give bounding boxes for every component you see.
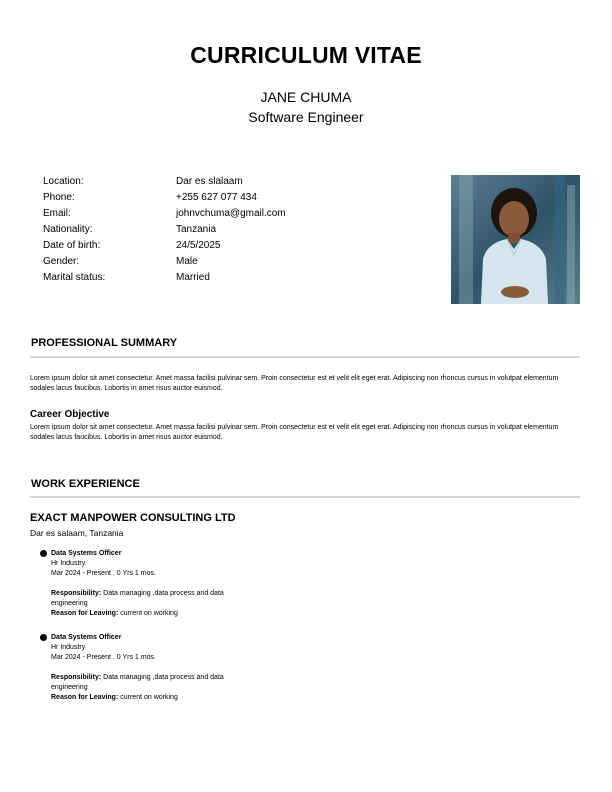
responsibility-text: Data managing ,data process and data engineering (51, 674, 224, 691)
info-label: Marital status: (43, 272, 106, 283)
responsibility-text: Data managing ,data process and data engineering (51, 590, 224, 607)
info-row-marital-status (43, 270, 286, 286)
info-value: Male (176, 256, 198, 267)
career-objective-heading: Career Objective (30, 409, 110, 420)
job-responsibility (51, 673, 250, 693)
info-row-gender (43, 254, 286, 270)
bullet-icon (40, 634, 47, 641)
info-value: Dar es slalaam (176, 176, 243, 187)
responsibility-label: Responsibility: (51, 674, 102, 681)
info-value: johnvchuma@gmail.com (176, 208, 286, 219)
reason-label: Reason for Leaving: (51, 694, 119, 701)
info-label: Phone: (43, 192, 75, 203)
job-entry (40, 633, 250, 703)
job-period: Mar 2024 - Present . 0 Yrs 1 mos. (51, 570, 156, 577)
job-entry (40, 549, 250, 619)
job-industry: Hr Industry (51, 560, 86, 567)
reason-text: current on working (120, 610, 178, 617)
job-reason (51, 609, 250, 619)
info-value: +255 627 077 434 (176, 192, 257, 203)
info-value: Married (176, 272, 210, 283)
job-title: Data Systems Officer (51, 550, 122, 557)
info-label: Nationality: (43, 224, 93, 235)
bullet-icon (40, 550, 47, 557)
info-value: 24/5/2025 (176, 240, 221, 251)
person-name: JANE CHUMA (260, 89, 352, 105)
job-industry: Hr Industry (51, 644, 86, 651)
info-value: Tanzania (176, 224, 217, 235)
career-objective-text: Lorem ipsum dolor sit amet consectetur. Amet massa facilisi pulvinar sem. Proin consectetur est et velit elit eget erat. Adipiscing non rhoncus cursus in volutpat elementum sodales lacus faucibus. Lobortis in amet risus auctor euismod. (30, 424, 559, 441)
page-title: CURRICULUM VITAE (190, 42, 422, 68)
info-row-email (43, 206, 286, 222)
profile-photo-image (451, 175, 580, 304)
personal-info-table (43, 174, 286, 286)
profile-photo (451, 175, 580, 304)
company-location: Dar es salaam, Tanzania (30, 528, 124, 538)
reason-text: current on working (120, 694, 178, 701)
info-row-date-of-birth (43, 238, 286, 254)
info-row-nationality (43, 222, 286, 238)
info-label: Gender: (43, 256, 80, 267)
job-reason (51, 693, 250, 703)
info-label: Location: (43, 176, 84, 187)
responsibility-label: Responsibility: (51, 590, 102, 597)
person-role: Software Engineer (248, 109, 364, 125)
info-label: Date of birth: (43, 240, 101, 251)
professional-summary-heading: PROFESSIONAL SUMMARY (31, 337, 178, 349)
info-row-location (43, 174, 286, 190)
section-divider (30, 356, 580, 358)
job-title: Data Systems Officer (51, 634, 122, 641)
job-period: Mar 2024 - Present . 0 Yrs 1 mos. (51, 654, 156, 661)
work-experience-heading: WORK EXPERIENCE (31, 478, 140, 490)
info-row-phone (43, 190, 286, 206)
company-name: EXACT MANPOWER CONSULTING LTD (30, 512, 236, 524)
reason-label: Reason for Leaving: (51, 610, 119, 617)
professional-summary-text: Lorem ipsum dolor sit amet consectetur. Amet massa facilisi pulvinar sem. Proin consectetur est et velit elit eget erat. Adipiscing non rhoncus cursus in volutpat elementum sodales lacus faucibus. Lobortis in amet risus auctor euismod. (30, 375, 559, 392)
info-label: Email: (43, 208, 71, 219)
job-responsibility (51, 589, 250, 609)
section-divider (30, 496, 580, 498)
